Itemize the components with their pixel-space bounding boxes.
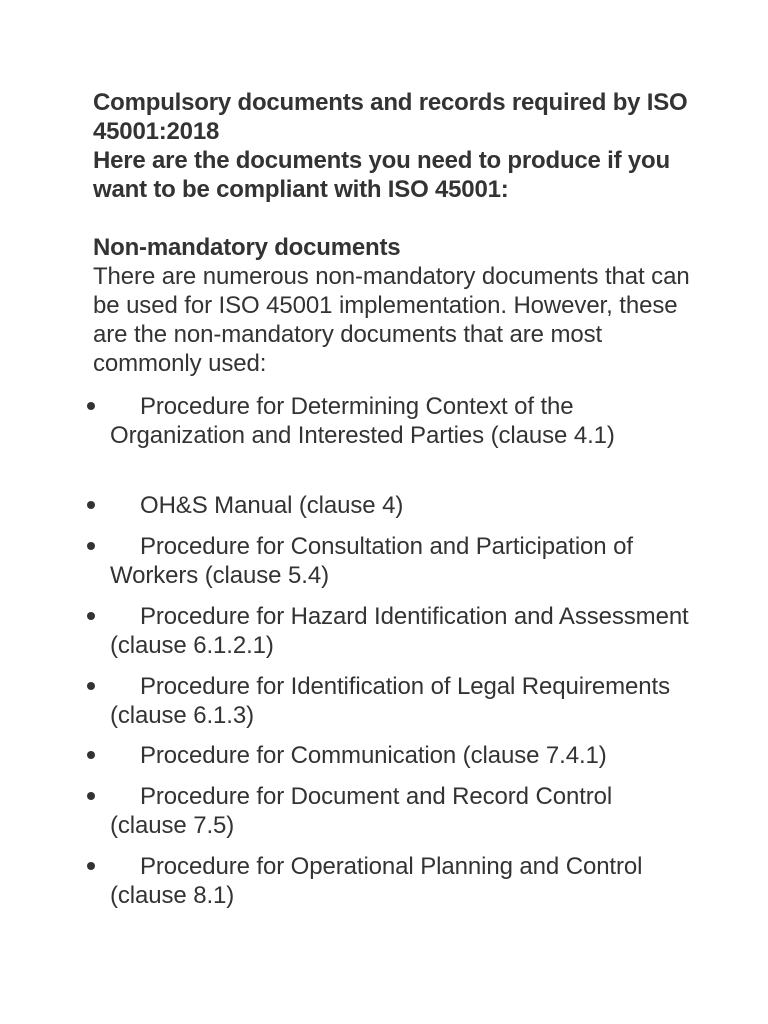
list-item-text: Procedure for Operational Planning and Control (clause 8.1)	[110, 853, 643, 909]
list-item-text: Procedure for Consultation and Participation of Workers (clause 5.4)	[110, 533, 633, 589]
list-item-text: Procedure for Hazard Identification and Assessment (clause 6.1.2.1)	[110, 603, 689, 659]
list-item-text: Procedure for Communication (clause 7.4.1)	[140, 742, 607, 769]
intro-paragraph: There are numerous non-mandatory documents that can be used for ISO 45001 implementation. However, these are the non-mandatory documents that are most commonly used:	[93, 263, 690, 377]
bullet-icon	[87, 792, 95, 800]
list-item-text: Procedure for Determining Context of the Organization and Interested Parties (clause 4.1)	[110, 393, 615, 449]
bullet-icon	[87, 751, 95, 759]
document-subtitle: Here are the documents you need to produce if you want to be compliant with ISO 45001:	[93, 147, 670, 203]
bullet-icon	[87, 682, 95, 690]
list-item-text: OH&S Manual (clause 4)	[140, 492, 404, 519]
bullet-icon	[87, 862, 95, 870]
bullet-icon	[87, 501, 95, 509]
bullet-icon	[87, 542, 95, 550]
list-item-text: Procedure for Document and Record Control (clause 7.5)	[110, 783, 613, 839]
bullet-icon	[87, 402, 95, 410]
bullet-icon	[87, 612, 95, 620]
section-heading: Non-mandatory documents	[93, 234, 401, 261]
document-title: Compulsory documents and records required by ISO 45001:2018	[93, 89, 688, 145]
list-item-text: Procedure for Identification of Legal Requirements (clause 6.1.3)	[110, 673, 670, 729]
